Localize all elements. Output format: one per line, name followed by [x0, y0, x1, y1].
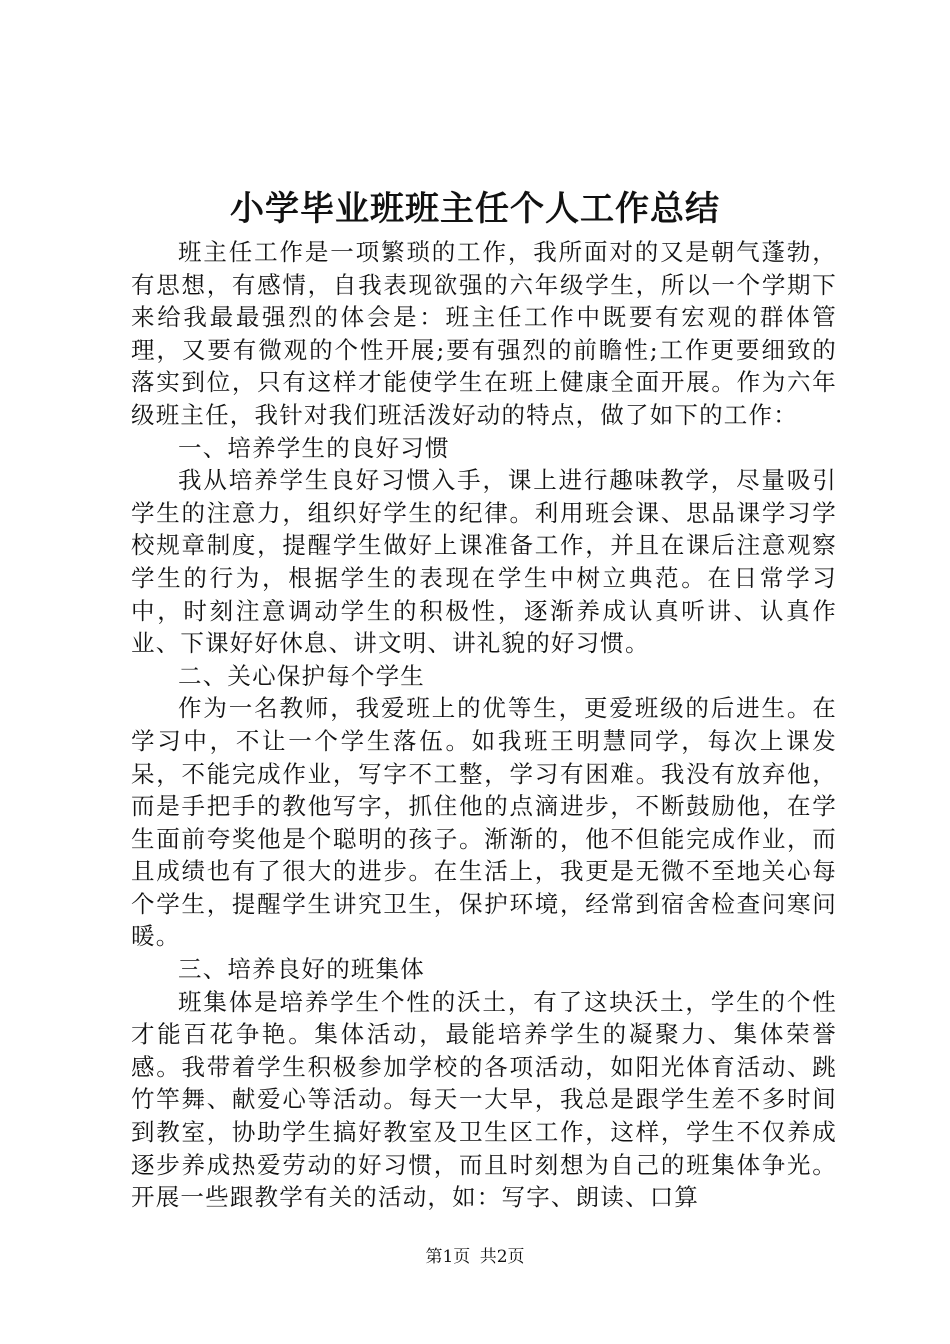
section-paragraph-1: 我从培养学生良好习惯入手，课上进行趣味教学，尽量吸引学生的注意力，组织好学生的纪律。利用班会课、思品课学习学校规章制度，提醒学生做好上课准备工作，并且在课后注意观察学生的行为，根据学生的表现在学生中树立典范。在日常学习中，时刻注意调动学生的积极性，逐渐养成认真听讲、认真作业、下课好好休息、讲文明、讲礼貌的好习惯。: [131, 466, 837, 658]
page-number: 第1页: [425, 1247, 471, 1267]
section-heading-1: 一、培养学生的良好习惯: [178, 433, 450, 462]
section-paragraph-2: 作为一名教师，我爱班上的优等生，更爱班级的后进生。在学习中，不让一个学生落伍。如我班王明慧同学，每次上课发呆，不能完成作业，写字不工整，学习有困难。我没有放弃他，而是手把手的教他写字，抓住他的点滴进步，不断鼓励他，在学生面前夸奖他是个聪明的孩子。渐渐的，他不但能完成作业，而且成绩也有了很大的进步。在生活上，我更是无微不至地关心每个学生，提醒学生讲究卫生，保护环境，经常到宿舍检查问寒问暖。: [131, 694, 837, 951]
intro-paragraph: 班主任工作是一项繁琐的工作，我所面对的又是朝气蓬勃，有思想，有感情，自我表现欲强的六年级学生，所以一个学期下来给我最最强烈的体会是：班主任工作中既要有宏观的群体管理，又要有微观的个性开展;要有强烈的前瞻性;工作更要细致的落实到位，只有这样才能使学生在班上健康全面开展。作为六年级班主任，我针对我们班活泼好动的特点，做了如下的工作：: [131, 238, 837, 429]
section-heading-2: 二、关心保护每个学生: [178, 661, 425, 690]
section-heading-3: 三、培养良好的班集体: [178, 955, 425, 984]
document-title: 小学毕业班班主任个人工作总结: [230, 189, 720, 229]
section-paragraph-3: 班集体是培养学生个性的沃土，有了这块沃土，学生的个性才能百花争艳。集体活动，最能培养学生的凝聚力、集体荣誉感。我带着学生积极参加学校的各项活动，如阳光体育活动、跳竹竿舞、献爱心等活动。每天一大早，我总是跟学生差不多时间到教室，协助学生搞好教室及卫生区工作，这样，学生不仅养成逐步养成热爱劳动的好习惯，而且时刻想为自己的班集体争光。开展一些跟教学有关的活动，如：写字、朗读、口算: [131, 987, 837, 1212]
document-body: [131, 236, 837, 1214]
page-footer: [0, 1246, 950, 1268]
page-total: 共2页: [479, 1247, 525, 1267]
